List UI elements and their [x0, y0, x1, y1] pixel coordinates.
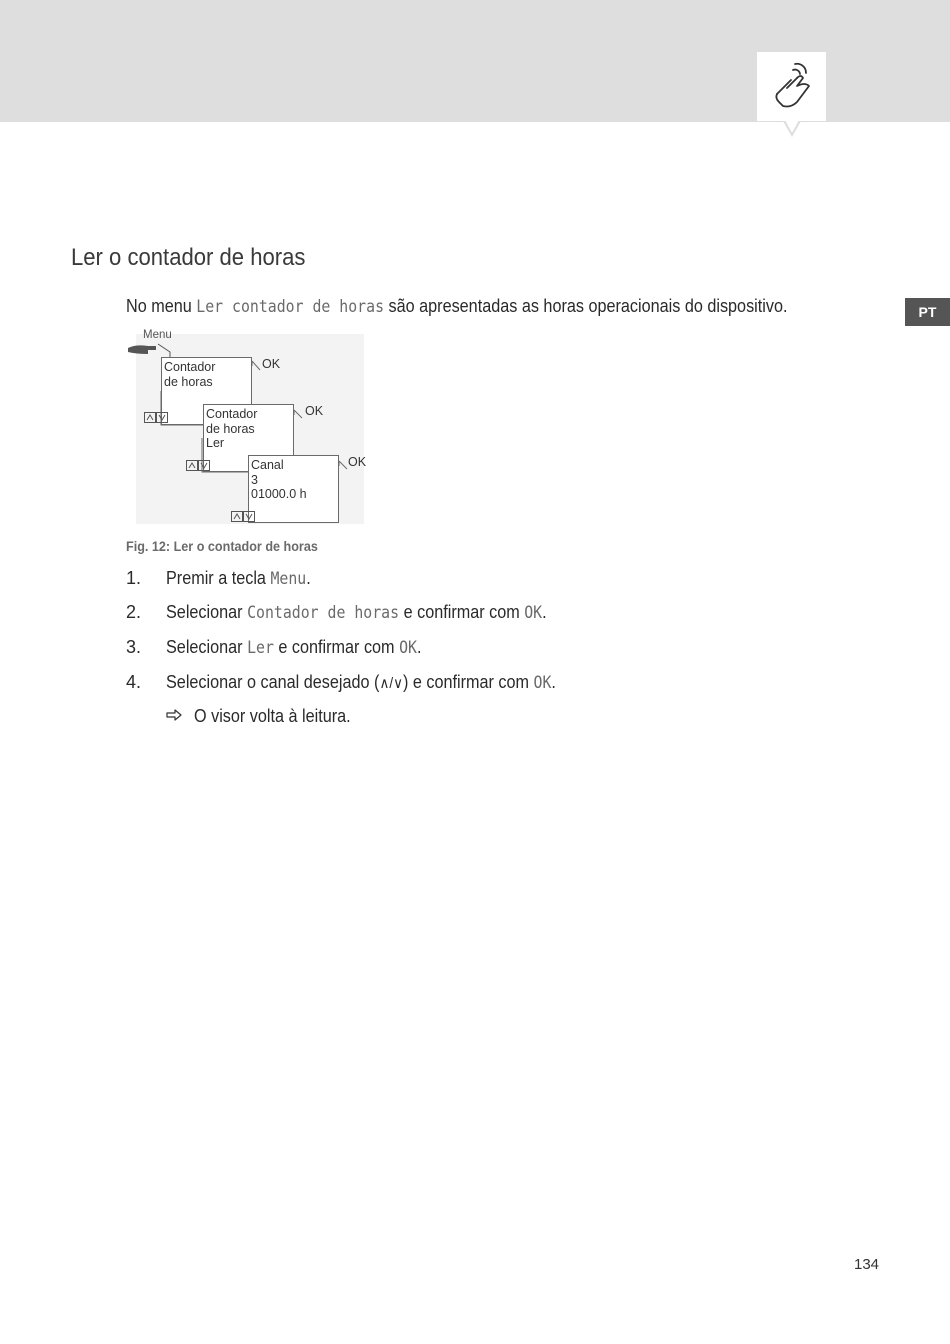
icon-tab — [757, 52, 826, 121]
up-down-arrows — [186, 458, 210, 476]
menu-name: Ler contador de horas — [196, 297, 385, 316]
menu-key-label: Menu — [143, 329, 172, 341]
menu-diagram — [126, 328, 366, 526]
screen-canal: Canal 3 01000.0 h — [248, 455, 339, 523]
language-tab: PT — [905, 298, 950, 326]
ok-label: OK — [305, 404, 324, 418]
result-arrow-icon — [166, 708, 182, 722]
screen-contador-ler: Contador de horas Ler — [203, 404, 294, 472]
icon-tab-pointer — [783, 121, 801, 137]
intro-paragraph: No menu Ler contador de horas são apresentadas as horas operacionais do dispositivo. — [126, 296, 788, 316]
ok-label: OK — [262, 357, 281, 371]
ok-label: OK — [348, 455, 367, 469]
screen-contador: Contador de horas — [161, 357, 252, 425]
page-number: 134 — [854, 1256, 880, 1273]
section-title: Ler o contador de horas — [71, 244, 306, 271]
up-down-arrows — [144, 410, 168, 428]
up-down-arrows — [231, 509, 255, 527]
figure-caption: Fig. 12: Ler o contador de horas — [126, 538, 318, 554]
touch-hand-icon — [757, 52, 826, 121]
